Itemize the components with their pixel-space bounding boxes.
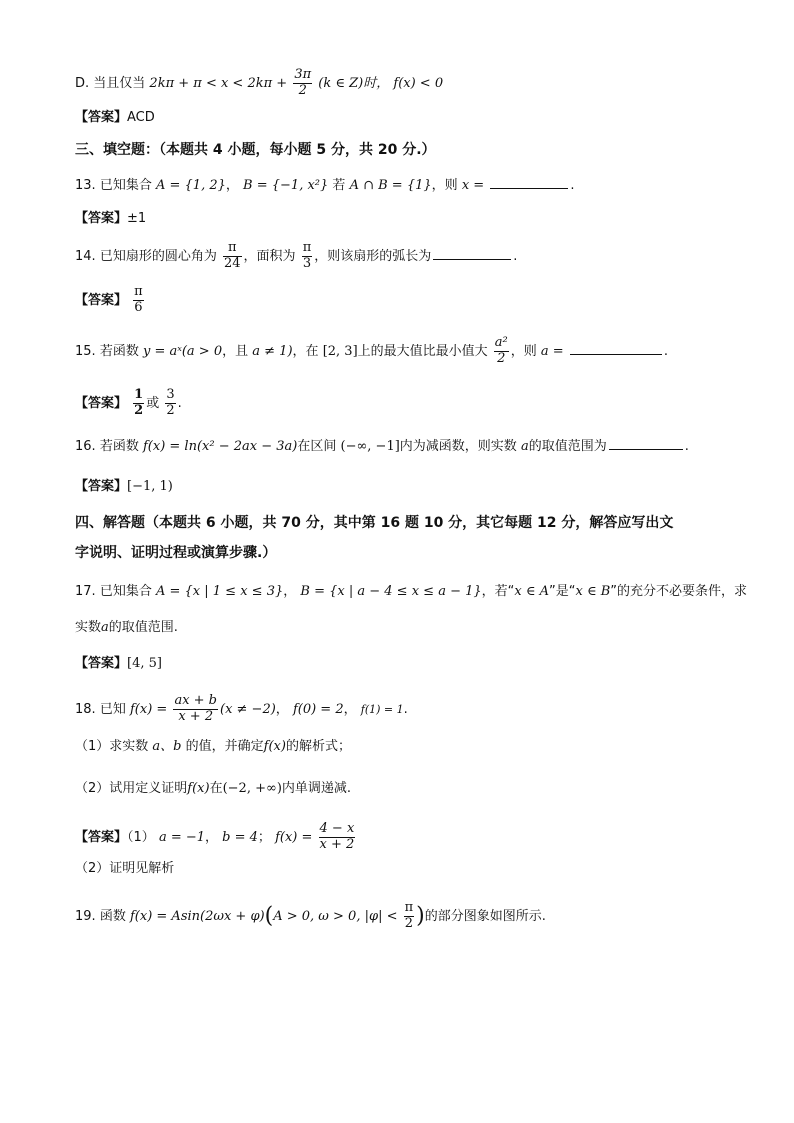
answer-sep-2: ； [257, 829, 271, 845]
q13-set-b: B = {−1, x²} [243, 178, 329, 193]
q19-paren-open: ( [264, 903, 274, 929]
q16-function: f(x) = ln(x² − 2ax − 3a) [142, 439, 298, 454]
answer-frac-1-num: 1 [134, 387, 144, 402]
q17-text-1: 已知集合 [99, 584, 152, 599]
q18-frac-num: ax + b [174, 693, 217, 708]
section-4-title-line-1: 四、解答题（本题共 6 小题，共 70 分，其中第 16 题 10 分，其它每题 12 分，解答应写出文 [75, 515, 674, 531]
question-18-part-2 [75, 782, 351, 795]
q19-function: f(x) = Asin(2ωx + φ) [129, 908, 265, 924]
answer-blank[interactable] [433, 249, 511, 260]
q19-text-1: 函数 [99, 908, 126, 924]
q15-fraction [494, 336, 509, 367]
q19-text-2: 的部分图象如图所示. [424, 908, 546, 924]
answer-17 [75, 657, 162, 670]
answer-16 [75, 480, 173, 493]
q18-2-text-3: 内单调递减. [281, 781, 352, 796]
answer-18-part-2: （2）证明见解析 [75, 861, 175, 876]
answer-value: ACD [127, 110, 155, 125]
answer-fraction [319, 822, 356, 853]
question-17-line-2 [75, 621, 178, 634]
answer-frac-2-den: 2 [166, 402, 175, 418]
q17-set-b: B = {x | a − 4 ≤ x ≤ a − 1} [300, 584, 482, 599]
q14-f1-den: 24 [223, 255, 241, 271]
answer-15 [75, 388, 182, 419]
answer-value: ±1 [127, 211, 147, 226]
question-number: 13. [75, 178, 96, 193]
q18-frac-den: x + 2 [178, 708, 214, 724]
q17-text-2: ，若“ [481, 584, 515, 599]
answer-fraction-1 [133, 388, 144, 419]
answer-18 [75, 822, 357, 853]
q16-variable: a [520, 439, 529, 454]
q13-text-1: 已知集合 [99, 178, 152, 193]
question-number: 19. [75, 908, 96, 924]
option-d-fraction [293, 68, 312, 99]
question-17 [75, 585, 747, 598]
answer-blank[interactable] [490, 178, 568, 189]
q15-text-1: 若函数 [99, 343, 139, 359]
answer-or: 或 [146, 395, 160, 411]
question-15 [75, 336, 668, 367]
question-18-part-1 [75, 740, 351, 753]
q17-text-3: ”是“ [549, 584, 576, 599]
q13-condition: A ∩ B = {1} [349, 178, 432, 193]
option-d-frac-num: 3π [294, 67, 312, 82]
q16-interval: (−∞, −1] [340, 439, 400, 454]
q14-f2-num: π [302, 240, 312, 255]
q18-value-2: f(1) = 1 [360, 702, 404, 716]
q14-fraction-area [302, 241, 313, 272]
q18-condition: (x ≠ −2) [220, 701, 276, 717]
q14-f2-den: 3 [302, 255, 312, 271]
answer-fraction-2 [165, 388, 175, 419]
q15-ask: a = [540, 343, 564, 359]
answer-frac-num: π [134, 284, 143, 299]
q18-1-text-3: 的解析式； [285, 739, 351, 754]
q14-f1-num: π [223, 241, 242, 257]
q17-sep: ， [283, 584, 297, 599]
q18-end: . [403, 701, 408, 717]
q14-end: . [513, 248, 518, 264]
option-d-label: D. 当且仅当 [75, 75, 146, 91]
q17-text-4: ”的充分不必要条件，求 [610, 584, 748, 599]
answer-12 [75, 111, 155, 124]
answer-frac-num: 4 − x [319, 821, 355, 836]
q13-ask: x = [461, 178, 485, 193]
answer-tag: 【答案】 [75, 292, 128, 308]
q18-text-1: 已知 [99, 701, 126, 717]
q15-text-5: ，则 [510, 343, 537, 359]
option-d-condition-left: 2kπ + π < x < 2kπ + [149, 75, 288, 91]
q13-sep: ， [225, 178, 239, 193]
answer-part-1: （1） [127, 829, 155, 845]
q18-1-vars: a、b [152, 739, 182, 754]
answer-frac-1-den: 2 [134, 402, 144, 418]
q14-text-2: ，面积为 [243, 248, 296, 264]
answer-tag: 【答案】 [75, 211, 128, 226]
question-number: 17. [75, 584, 96, 599]
q19-frac-num: π [404, 900, 414, 915]
section-4-title-line-2: 字说明、证明过程或演算步骤.） [75, 545, 277, 561]
question-14 [75, 241, 517, 272]
q17-set-a: A = {x | 1 ≤ x ≤ 3} [155, 584, 284, 599]
q18-2-text-2: 在 [209, 781, 223, 796]
answer-frac-den: x + 2 [319, 836, 355, 852]
q15-condition: a ≠ 1) [252, 343, 293, 359]
q16-text-1: 若函数 [99, 439, 139, 454]
q14-fraction-angle [223, 241, 242, 272]
answer-tag: 【答案】 [75, 656, 128, 671]
option-d-frac-den: 2 [298, 82, 307, 98]
q16-text-3: 内为减函数，则实数 [399, 439, 517, 454]
answer-14 [75, 285, 146, 316]
answer-value: [−1, 1) [127, 479, 173, 494]
q18-2-fx: f(x) [187, 781, 210, 796]
answer-lhs: f(x) = [275, 829, 313, 845]
q17-line2-text-2: 的取值范围. [108, 620, 178, 635]
answer-b: b = 4 [222, 829, 258, 845]
section-3-title: 三、填空题：（本题共 4 小题，每小题 5 分，共 20 分.） [75, 142, 436, 158]
q19-frac-den: 2 [404, 915, 414, 931]
question-13 [75, 178, 574, 192]
option-d-condition-right: (k ∈ Z)时， [318, 75, 390, 91]
q16-text-2: 在区间 [297, 439, 337, 454]
q14-text-1: 已知扇形的圆心角为 [99, 248, 217, 264]
q18-lhs: f(x) = [129, 701, 168, 717]
q19-condition: A > 0, ω > 0, |φ| < [273, 908, 398, 924]
answer-frac-2-num: 3 [166, 387, 175, 402]
answer-tag: 【答案】 [75, 479, 128, 494]
q15-function: y = aˣ(a > 0 [142, 343, 223, 359]
answer-fraction [133, 285, 144, 316]
answer-value: [4, 5] [127, 656, 162, 671]
answer-blank[interactable] [609, 439, 683, 450]
answer-a: a = −1 [158, 829, 206, 845]
q19-fraction [404, 901, 415, 932]
q18-1-fx: f(x) [263, 739, 286, 754]
q15-text-3: ，在 [292, 343, 319, 359]
q15-end: . [663, 343, 668, 359]
q18-value-1: f(0) = 2 [292, 701, 344, 717]
q18-fraction [173, 694, 218, 725]
q13-text-2: 若 [332, 178, 346, 193]
answer-tag: 【答案】 [75, 395, 128, 411]
q18-2-interval: (−2, +∞) [222, 781, 282, 796]
question-number: 16. [75, 439, 96, 454]
q18-2-text-1: （2）试用定义证明 [75, 781, 188, 796]
q14-text-3: ，则该扇形的弧长为 [314, 248, 432, 264]
question-16 [75, 439, 689, 453]
q15-frac-den: 2 [497, 350, 506, 366]
question-number: 18. [75, 701, 96, 717]
answer-blank[interactable] [570, 344, 662, 355]
q18-1-text-1: （1）求实数 [75, 739, 149, 754]
question-number: 15. [75, 343, 96, 359]
question-number: 14. [75, 248, 96, 264]
q18-sep: ， [275, 701, 289, 717]
q13-text-3: ，则 [431, 178, 458, 193]
q18-1-text-2: 的值，并确定 [185, 739, 264, 754]
q15-frac-num: a² [494, 335, 508, 350]
option-d [75, 68, 443, 99]
q17-line2-variable: a [101, 620, 109, 635]
question-19 [75, 901, 546, 932]
answer-tag: 【答案】 [75, 829, 128, 845]
question-18 [75, 694, 408, 725]
q15-interval: [2, 3] [322, 343, 358, 359]
option-d-conclusion: f(x) < 0 [393, 75, 444, 91]
q15-text-4: 上的最大值比最小值大 [357, 343, 488, 359]
answer-end: . [177, 395, 182, 411]
q17-cond-1: x ∈ A [514, 584, 549, 599]
q18-sep-2: ， [343, 701, 357, 717]
q13-set-a: A = {1, 2} [155, 178, 226, 193]
answer-frac-den: 6 [134, 299, 143, 315]
answer-sep: ， [205, 829, 219, 845]
q19-paren-close: ) [416, 903, 425, 929]
q13-end: . [570, 178, 575, 193]
q16-text-4: 的取值范围为 [528, 439, 607, 454]
q16-end: . [684, 439, 689, 454]
answer-tag: 【答案】 [75, 110, 128, 125]
q15-text-2: ，且 [222, 343, 249, 359]
answer-13 [75, 212, 146, 225]
q17-cond-2: x ∈ B [575, 584, 611, 599]
q17-line2-text-1: 实数 [75, 620, 102, 635]
